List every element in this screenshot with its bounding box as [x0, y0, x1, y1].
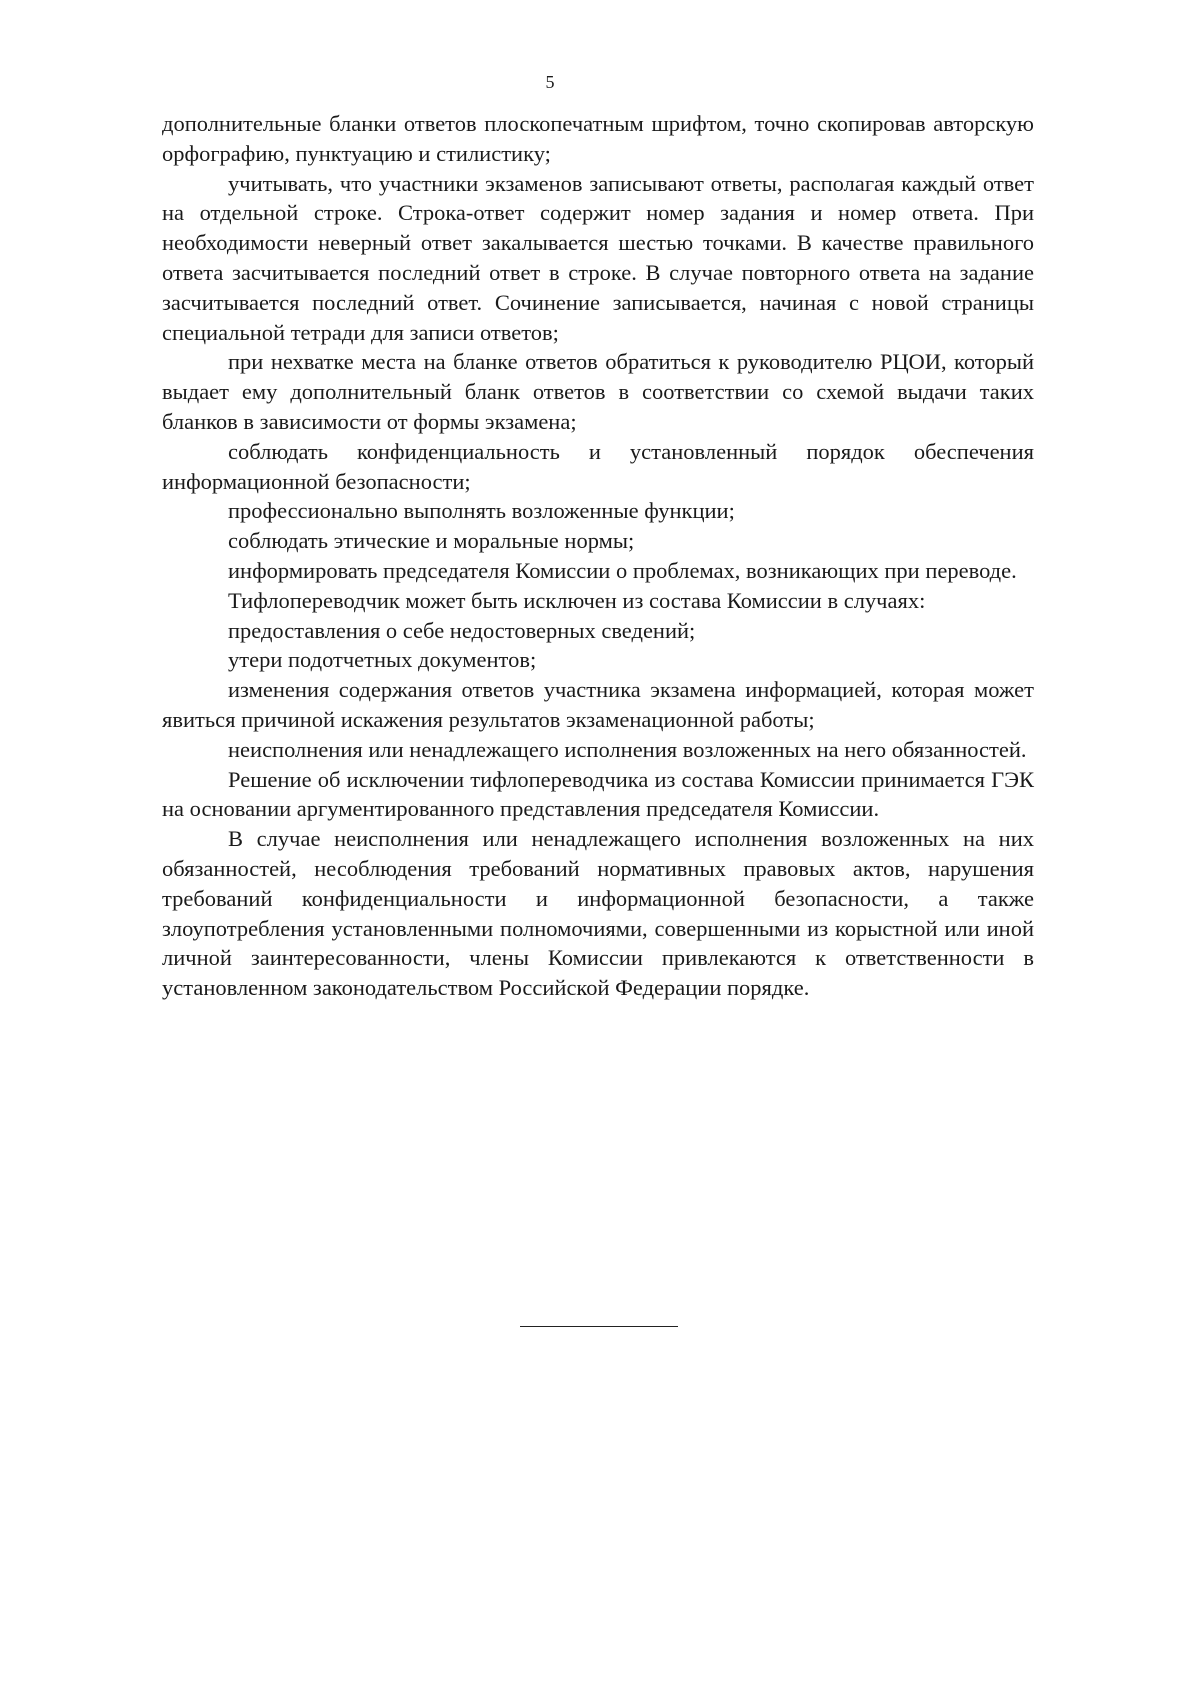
paragraph-confidentiality: соблюдать конфиденциальность и установленный порядок обеспечения информационной безопасности;	[162, 438, 1034, 494]
paragraph-ethics: соблюдать этические и моральные нормы;	[228, 528, 635, 554]
paragraph-professional-duties: профессионально выполнять возложенные функции;	[228, 498, 735, 524]
paragraph-non-fulfillment: неисполнения или ненадлежащего исполнения возложенных на него обязанностей.	[228, 736, 1027, 762]
paragraph-false-info: предоставления о себе недостоверных сведений;	[228, 617, 696, 643]
closing-divider-line	[520, 1326, 678, 1327]
paragraph-extra-answer-sheet: при нехватке места на бланке ответов обратиться к руководителю РЦОИ, который выдает ему дополнительный бланк ответов в соответствии со схемой выдачи таких бланков в зависимости от формы экзамена;	[162, 349, 1034, 434]
paragraph-lost-documents: утери подотчетных документов;	[228, 647, 537, 673]
paragraph-exclusion-decision: Решение об исключении тифлопереводчика из состава Комиссии принимается ГЭК на основании аргументированного представления председателя Комиссии.	[162, 766, 1034, 822]
paragraph-inform-chair: информировать председателя Комиссии о проблемах, возникающих при переводе.	[228, 557, 1017, 583]
paragraph-altering-answers: изменения содержания ответов участника экзамена информацией, которая может явиться причиной искажения результатов экзаменационной работы;	[162, 677, 1034, 732]
paragraph-exclusion-cases: Тифлопереводчик может быть исключен из состава Комиссии в случаях:	[228, 587, 926, 613]
document-body	[162, 109, 1034, 1003]
page-number: 5	[545, 72, 555, 92]
paragraph-liability: В случае неисполнения или ненадлежащего исполнения возложенных на них обязанностей, несоблюдения требований нормативных правовых актов, нарушения требований конфиденциальности и информационной безопасности, а также злоупотребления установленными полномочиями, совершенными из корыстной или иной личной заинтересованности, члены Комиссии привлекаются к ответственности в установленном законодательством Российской Федерации порядке.	[162, 826, 1034, 1001]
paragraph-recording-answers: учитывать, что участники экзаменов записывают ответы, располагая каждый ответ на отдельной строке. Строка-ответ содержит номер задания и номер ответа. При необходимости неверный ответ закалывается шестью точками. В качестве правильного ответа засчитывается последний ответ в строке. В случае повторного ответа на задание засчитывается последний ответ. Сочинение записывается, начиная с новой страницы специальной тетради для записи ответов;	[162, 170, 1034, 345]
paragraph-continuation: дополнительные бланки ответов плоскопечатным шрифтом, точно скопировав авторскую орфографию, пунктуацию и стилистику;	[162, 111, 1034, 166]
